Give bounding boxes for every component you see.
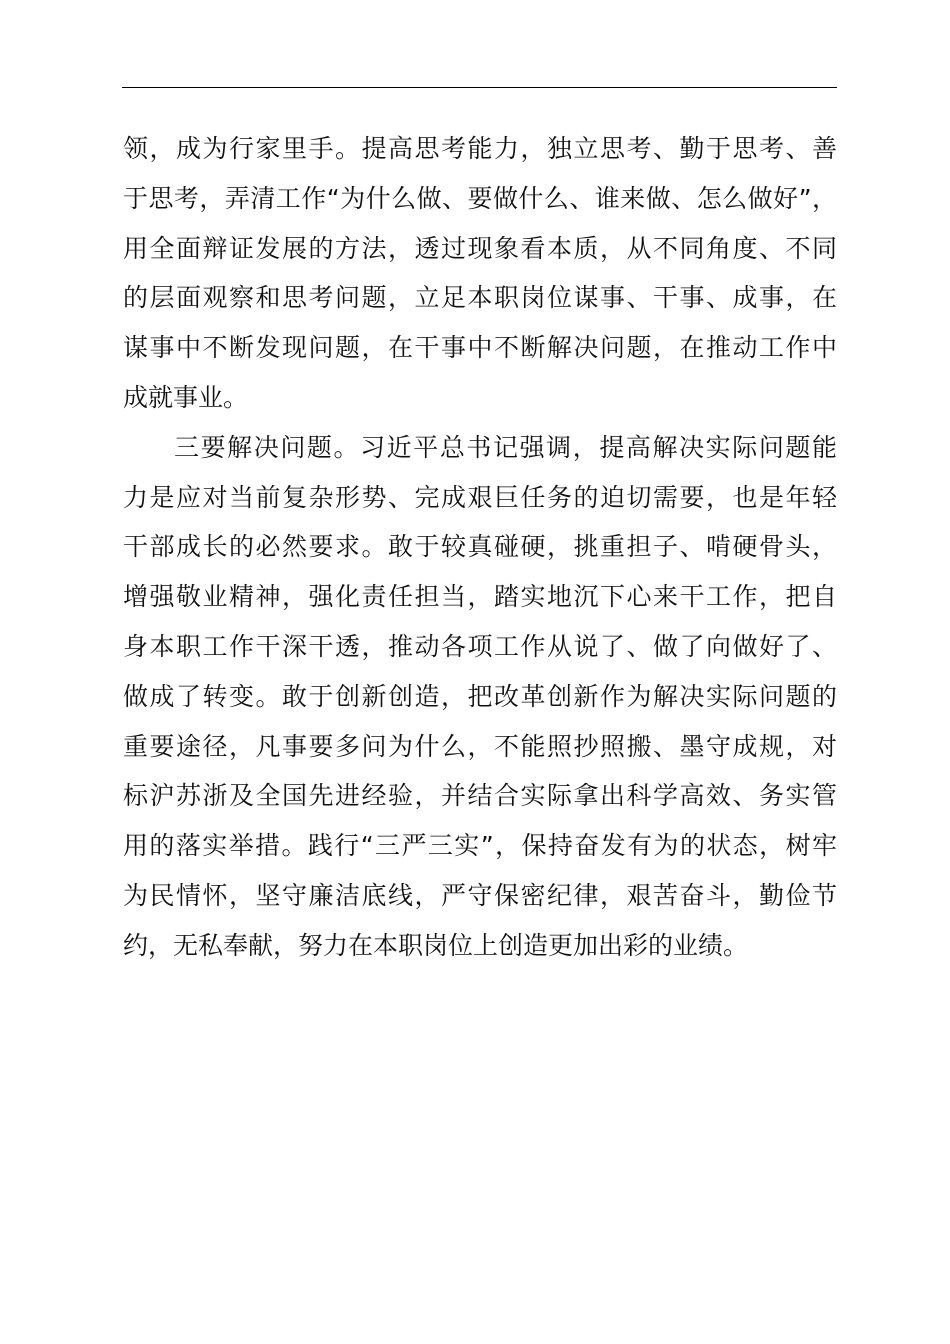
text-line: 重要途径，凡事要多问为什么，不能照抄照搬、墨守成规，对 <box>123 731 837 761</box>
text-line: 增强敬业精神，强化责任担当，踏实地沉下心来干工作，把自 <box>123 582 837 612</box>
text-line: 用的落实举措。践行“三严三实”，保持奋发有为的状态，树牢 <box>123 831 837 861</box>
paragraph-2 <box>123 423 837 971</box>
text-line: 用全面辩证发展的方法，透过现象看本质，从不同角度、不同 <box>123 233 837 263</box>
text-line: 做成了转变。敢于创新创造，把改革创新作为解决实际问题的 <box>123 681 837 711</box>
text-line: 三要解决问题。习近平总书记强调，提高解决实际问题能 <box>174 432 837 462</box>
body-text <box>123 124 837 971</box>
paragraph-1 <box>123 124 837 423</box>
text-line: 为民情怀，坚守廉洁底线，严守保密纪律，艰苦奋斗，勤俭节 <box>123 880 837 910</box>
text-line: 的层面观察和思考问题，立足本职岗位谋事、干事、成事，在 <box>123 283 837 313</box>
text-line: 身本职工作干深干透，推动各项工作从说了、做了向做好了、 <box>123 631 837 661</box>
text-line: 标沪苏浙及全国先进经验，并结合实际拿出科学高效、务实管 <box>123 781 837 811</box>
header-rule <box>122 87 837 88</box>
text-line: 成就事业。 <box>123 382 249 412</box>
text-line: 领，成为行家里手。提高思考能力，独立思考、勤于思考、善 <box>123 134 837 163</box>
text-line: 谋事中不断发现问题，在干事中不断解决问题，在推动工作中 <box>123 333 837 363</box>
text-line: 约，无私奉献，努力在本职岗位上创造更加出彩的业绩。 <box>123 930 749 960</box>
text-line: 力是应对当前复杂形势、完成艰巨任务的迫切需要，也是年轻 <box>123 482 837 512</box>
text-line: 干部成长的必然要求。敢于较真碰硬，挑重担子、啃硬骨头， <box>123 532 837 562</box>
text-line: 于思考，弄清工作“为什么做、要做什么、谁来做、怎么做好”， <box>123 183 837 213</box>
